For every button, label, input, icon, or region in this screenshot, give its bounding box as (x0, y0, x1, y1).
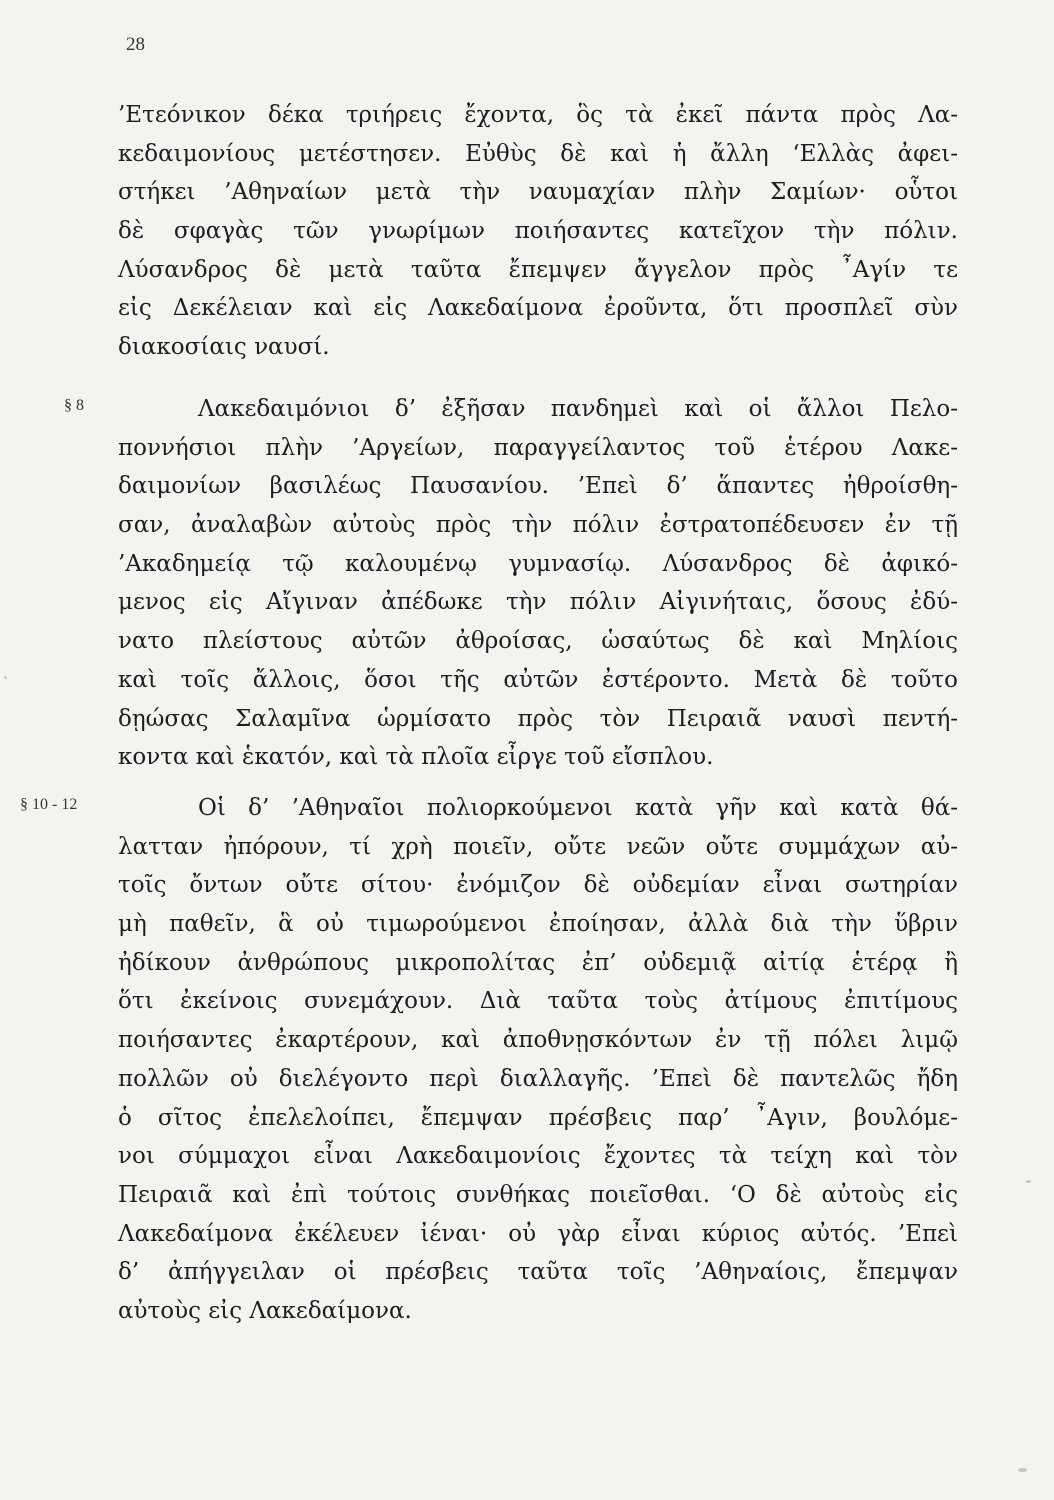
scan-speck (1026, 1180, 1031, 1183)
text-line: δ’ ἀπήγγειλαν οἱ πρέσβεις ταῦτα τοῖς ’Αθηναίοις, ἔπεμψαν (118, 1259, 958, 1286)
text-line: τοῖς ὄντων οὔτε σίτου· ἐνόμιζον δὲ οὐδεμίαν εἶναι σωτηρίαν (118, 872, 958, 899)
text-line: εἰς Δεκέλειαν καὶ εἰς Λακεδαίμονα ἐροῦντα, ὅτι προσπλεῖ σὺν (118, 295, 958, 322)
text-line: ὅτι ἐκείνοις συνεμάχουν. Διὰ ταῦτα τοὺς ἀτίμους ἐπιτίμους (118, 988, 958, 1015)
paragraph-1 (118, 96, 958, 367)
text-line: Λακεδαίμονα ἐκέλευεν ἰέναι· οὐ γὰρ εἶναι κύριος αὐτός. ’Επεὶ (118, 1220, 958, 1247)
text-line: Οἱ δ’ ’Αθηναῖοι πολιορκούμενοι κατὰ γῆν καὶ κατὰ θά- (198, 795, 958, 821)
text-line: αὐτοὺς εἰς Λακεδαίμονα. (118, 1297, 412, 1324)
text-line: ποννήσιοι πλὴν ’Αργείων, παραγγείλαντος τοῦ ἑτέρου Λακε- (118, 434, 958, 461)
text-line: σαν, ἀναλαβὼν αὐτοὺς πρὸς τὴν πόλιν ἐστρατοπέδευσεν ἐν τῇ (118, 512, 958, 539)
paragraph-2 (118, 390, 958, 777)
text-line: Πειραιᾶ καὶ ἐπὶ τούτοις συνθήκας ποιεῖσθαι. ‘Ο δὲ αὐτοὺς εἰς (118, 1181, 958, 1208)
text-line: δῃώσας Σαλαμῖνα ὡρμίσατο πρὸς τὸν Πειραιᾶ ναυσὶ πεντή- (118, 705, 958, 732)
page-number: 28 (126, 34, 145, 55)
text-line: Λύσανδρος δὲ μετὰ ταῦτα ἔπεμψεν ἄγγελον πρὸς ῏Αγίν τε (118, 256, 958, 283)
text-line: ποιήσαντες ἐκαρτέρουν, καὶ ἀποθνῃσκόντων ἐν τῇ πόλει λιμῷ (118, 1027, 958, 1054)
text-line: δαιμονίων βασιλέως Παυσανίου. ’Επεὶ δ’ ἅπαντες ἠθροίσθη- (118, 473, 958, 500)
text-line: μενος εἰς Αἴγιναν ἀπέδωκε τὴν πόλιν Αἰγινήταις, ὅσους ἐδύ- (118, 589, 958, 616)
text-line: ἠδίκουν ἀνθρώπους μικροπολίτας ἐπ’ οὐδεμιᾷ αἰτίᾳ ἑτέρᾳ ἢ (118, 949, 958, 976)
paragraph-3 (118, 789, 958, 1331)
text-line: καὶ τοῖς ἄλλοις, ὅσοι τῆς αὐτῶν ἐστέροντο. Μετὰ δὲ τοῦτο (118, 666, 958, 693)
scan-speck (1018, 1468, 1027, 1472)
text-line: κοντα καὶ ἑκατόν, καὶ τὰ πλοῖα εἶργε τοῦ εἴσπλου. (118, 744, 714, 771)
text-line: Λακεδαιμόνιοι δ’ ἐξῆσαν πανδημεὶ καὶ οἱ ἄλλοι Πελο- (198, 396, 958, 422)
text-line: στήκει ’Αθηναίων μετὰ τὴν ναυμαχίαν πλὴν Σαμίων· οὗτοι (118, 179, 958, 206)
text-line: διακοσίαις ναυσί. (118, 334, 330, 361)
section-marker-8: § 8 (64, 397, 84, 414)
text-line: νατο πλείστους αὐτῶν ἀθροίσας, ὡσαύτως δὲ καὶ Μηλίοις (118, 628, 958, 655)
text-line: λατταν ἠπόρουν, τί χρὴ ποιεῖν, οὔτε νεῶν οὔτε συμμάχων αὐ- (118, 833, 958, 860)
scan-speck (4, 676, 7, 679)
text-line: μὴ παθεῖν, ἃ οὐ τιμωρούμενοι ἐποίησαν, ἀλλὰ διὰ τὴν ὕβριν (118, 911, 958, 938)
text-line: κεδαιμονίους μετέστησεν. Εὐθὺς δὲ καὶ ἡ ἄλλη ‘Ελλὰς ἀφει- (118, 140, 958, 167)
section-marker-10-12: § 10 - 12 (20, 796, 78, 813)
text-line: ’Ετεόνικον δέκα τριήρεις ἔχοντα, ὃς τὰ ἐκεῖ πάντα πρὸς Λα- (118, 102, 958, 128)
text-line: δὲ σφαγὰς τῶν γνωρίμων ποιήσαντες κατεῖχον τὴν πόλιν. (118, 218, 958, 245)
text-line: νοι σύμμαχοι εἶναι Λακεδαιμονίοις ἔχοντες τὰ τείχη καὶ τὸν (118, 1143, 958, 1170)
text-line: ὁ σῖτος ἐπελελοίπει, ἔπεμψαν πρέσβεις παρ’ ῏Αγιν, βουλόμε- (118, 1104, 958, 1131)
text-line: ’Ακαδημείᾳ τῷ καλουμένῳ γυμνασίῳ. Λύσανδρος δὲ ἀφικό- (118, 550, 958, 577)
text-line: πολλῶν οὐ διελέγοντο περὶ διαλλαγῆς. ’Επεὶ δὲ παντελῶς ἤδη (118, 1065, 958, 1092)
